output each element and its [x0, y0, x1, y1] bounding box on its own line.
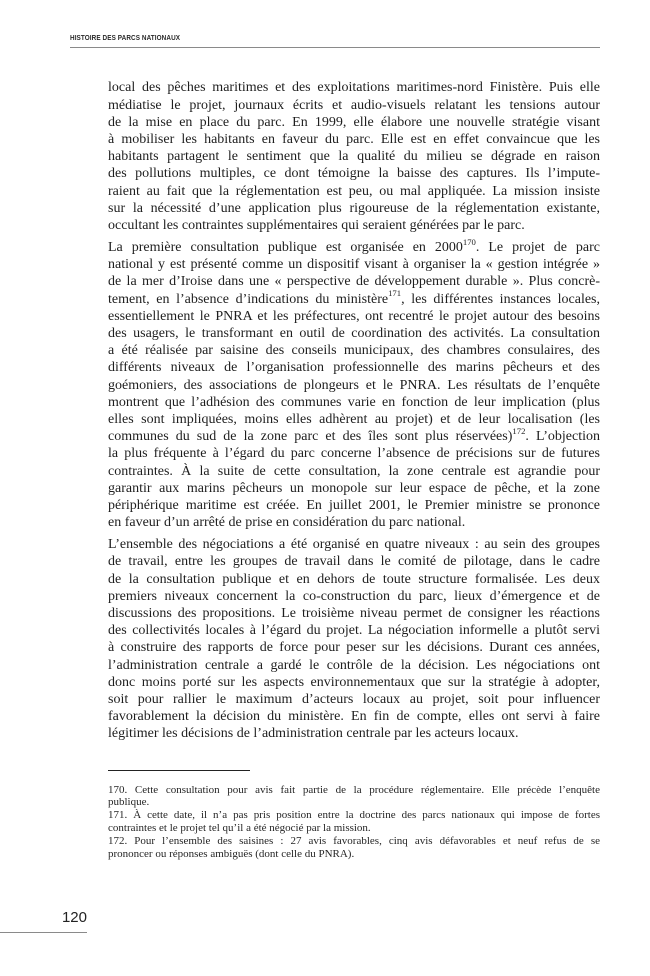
text-segment: tement, en l’absence d’indications du ministère: [108, 291, 389, 307]
footnote-line: prononcer ou réponses ambiguës (dont celle du PNRA).: [108, 847, 355, 860]
footnote-line: 172. Pour l’ensemble des saisines : 27 avis favorables, cinq avis défavorables et neuf refus de se: [108, 834, 600, 847]
text-line: garantir aux marins pêcheurs un monopole sur leur espace de pêche, et la zone: [108, 480, 600, 496]
text-segment: communes du sud de la zone parc et des îles sont plus réservées): [108, 429, 513, 445]
text-line: médiatise le projet, journaux écrits et audio-visuels relatant les tensions autour: [108, 97, 600, 113]
text-line: habitants partagent le sentiment que la qualité du milieu se dégrade en raison: [108, 149, 600, 165]
text-line: goémoniers, des associations de plongeurs et le PNRA. Les résultats de l’enquête: [108, 377, 600, 393]
text-line: [108, 288, 601, 308]
text-line: de travail, entre les groupes de travail dans le comité de pilotage, dans le cadre: [108, 554, 600, 570]
text-segment: La première consultation publique est organisée en 2000: [108, 240, 463, 256]
text-line: essentiellement le PNRA et les préfectures, ont recentré le projet autour des besoins: [108, 308, 600, 324]
text-line: légitimer les décisions de l’administration centrale par les acteurs locaux.: [108, 726, 519, 742]
footnote-line: 171. À cette date, il n’a pas pris position entre la doctrine des parcs nationaux qui impose de fortes: [108, 809, 600, 822]
text-line: de la mer d’Iroise dans une « perspective de développement durable ». Plus concrè-: [108, 274, 600, 290]
footnote-separator: [108, 770, 250, 771]
text-line: de la mise en place du parc. En 1999, elle élabore une nouvelle stratégie visant: [108, 114, 600, 130]
text-line: à mobiliser les habitants en faveur du parc. Elle est en effet convaincue que les: [108, 131, 600, 147]
text-line: contraintes. À la suite de cette consultation, la zone centrale est agrandie pour: [108, 463, 600, 479]
text-line: en faveur d’un arrêté de prise en considération du parc national.: [108, 515, 466, 531]
text-segment: , les différentes instances locales,: [401, 291, 601, 307]
text-line: donc moins porté sur les aspects environnementaux que sur la stratégie à adopter,: [108, 674, 600, 690]
text-segment: . Le projet de parc: [475, 240, 600, 256]
text-line: a été réalisée par saisine des conseils municipaux, des chambres consulaires, des: [108, 343, 600, 359]
text-line: à construire des rapports de force pour peser sur les décisions. Durant ces années,: [108, 640, 600, 656]
text-line: occultant les contraintes supplémentaires qui seraient générées par le parc.: [108, 217, 525, 233]
page-number-rule: [0, 932, 87, 933]
text-line: premiers niveaux concernent la co-construction du parc, lieux d’émergence et de: [108, 588, 600, 604]
text-line: discussions des propositions. Le troisième niveau permet de consigner les réactions: [108, 606, 600, 622]
text-line: sur la nécessité d’une application plus rigoureuse de la réglementation existante,: [108, 200, 600, 216]
running-head-title: HISTOIRE DES PARCS NATIONAUX: [70, 33, 181, 42]
footnote-line: contraintes et le projet tel qu’il a été négocié par la mission.: [108, 821, 371, 834]
text-line: de la consultation publique et en dehors de toute structure formalisée. Les deux: [108, 571, 600, 587]
paragraph-1: [108, 79, 600, 234]
text-line: montrent que l’adhésion des communes varie en fonction de leur implication (plus: [108, 394, 600, 410]
text-line: favorablement la décision du ministère. En fin de compte, elles ont servi à faire: [108, 709, 600, 725]
text-line: différents niveaux de l’organisation professionnelle des marins pêcheurs et des: [108, 360, 600, 376]
text-line: la plus fréquente à l’égard du parc concerne l’absence de précisions sur de futures: [108, 446, 600, 462]
footnote-line: 170. Cette consultation pour avis fait partie de la procédure réglementaire. Elle précède l’enquête: [108, 783, 600, 796]
footnote-ref-170[interactable]: 170: [462, 236, 476, 247]
footnote-line: publique.: [108, 796, 150, 809]
text-line: elles sont impliquées, moins elles adhèrent au projet) et de leur localisation (les: [108, 411, 600, 427]
footnote-ref-172[interactable]: 172: [512, 425, 526, 436]
header-rule: [70, 47, 600, 48]
text-line: des collectivités locales à l’égard du projet. La négociation informelle a plutôt servi: [108, 623, 600, 639]
footnote-171: [108, 809, 600, 835]
text-line: L’ensemble des négociations a été organisé en quatre niveaux : au sein des groupes: [108, 537, 600, 553]
footnote-170: [108, 784, 600, 810]
text-line: des usagers, le transformant en outil de coordination des activités. La consultation: [108, 326, 600, 342]
text-line: [108, 236, 600, 256]
paragraph-3: [108, 536, 600, 742]
footnote-172: [108, 835, 600, 861]
text-line: des pollutions multiples, ce dont témoigne la baisse des captures. Ils l’impute-: [108, 166, 600, 182]
body-text: [108, 79, 600, 747]
paragraph-2: [108, 236, 601, 531]
text-line: raient au fait que la réglementation est peu, ou mal appliquée. La mission insiste: [108, 183, 600, 199]
text-line: national y est présenté comme un dispositif visant à organiser la « gestion intégrée »: [108, 257, 600, 273]
page-number: 120: [61, 909, 87, 926]
text-segment: . L’objection: [525, 429, 601, 445]
text-line: l’administration centrale a gardé le contrôle de la décision. Les négociations ont: [108, 657, 600, 673]
footnote-ref-171[interactable]: 171: [388, 288, 402, 299]
footnotes: [108, 784, 600, 861]
text-line: local des pêches maritimes et des exploitations maritimes-nord Finistère. Puis elle: [108, 80, 600, 96]
text-line: périphérique maritime est créée. En juillet 2001, le Premier ministre se prononce: [108, 497, 600, 513]
text-line: [108, 425, 601, 445]
text-line: soit pour rallier le maximum d’acteurs locaux au projet, soit pour influencer: [108, 691, 600, 707]
